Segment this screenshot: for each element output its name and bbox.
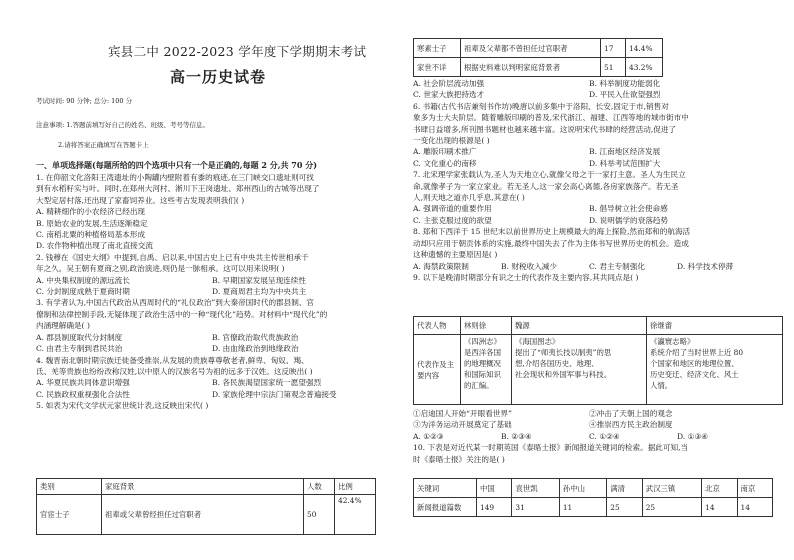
q5-option-d: D. 平民入仕欲望强烈 (589, 90, 661, 100)
cell-line: 的地理概况 (464, 359, 501, 368)
q4-option-b: B. 各民族渴望国家统一愿望强烈 (212, 378, 322, 388)
q4-option-d: D. 家族伦理中宗法门第观念普遍接受 (212, 389, 337, 399)
cell-line: 和国际知识 (464, 370, 501, 379)
q9-statement-3: ③为洋务运动开展奠定了基础 (413, 420, 512, 430)
table-cell: 新闻报道篇数 (414, 498, 477, 517)
table-cell: 祖辈或父辈曾经担任过官职者 (102, 495, 304, 535)
q4-line: 4. 魏晋南北朝时期宗族迁徙备受推崇,从发展的贵族尊尊敬老者,鲜卑、匈奴、羯、 (36, 355, 309, 365)
table-cell: 25 (607, 498, 642, 517)
right-questions-top (413, 78, 783, 283)
q6-option-c: C. 文化重心的南移 (413, 158, 477, 168)
cell-line: 《海国图志》 (515, 337, 560, 346)
table-header: 魏源 (512, 317, 647, 335)
q8-line: 8. 郑和下西洋于 15 世纪末以前世界历史上规模最大的海上探险,然而郑和的航海活 (413, 227, 691, 237)
table-row-label: 代表作及主要内容 (414, 335, 461, 405)
q2-option-a: A. 中央集权制度的源远流长 (36, 275, 130, 285)
q8-option-d: D. 科学技术停滞 (677, 261, 734, 271)
exam-info: 考试时间: 90 分钟; 总分: 100 分 (36, 97, 133, 105)
table-cell: 14.4% (626, 39, 663, 58)
notice-2: 2.请将答案正确填写在答题卡上 (58, 141, 149, 149)
q5-option-c: C. 世家大族把持选才 (413, 90, 485, 100)
q6-option-b: B. 江南地区经济发展 (589, 147, 661, 157)
q7-option-d: D. 说明儒学的衰落趋势 (589, 215, 668, 225)
q3-option-c: C. 由君主专制到君民共治 (36, 344, 123, 354)
q2-option-d: D. 夏商周君主均为中央共主 (212, 287, 307, 297)
q9-statement-4: ④推崇西方民主政治制度 (589, 420, 673, 430)
q8-option-b: B. 财税收入减少 (501, 261, 557, 271)
q1-option-d: D. 农作物种植出现了南北直接交流 (36, 241, 153, 251)
cell-line: 想,介绍各国历史、地理、 (515, 359, 599, 368)
cell-line: 《四洲志》 (464, 337, 501, 346)
q7-option-b: B. 倡导树立社会使命感 (589, 204, 668, 214)
notice-1: 注意事项: 1.答题前填写好自己的姓名、班级、考号等信息。 (36, 121, 209, 129)
q10-table (413, 478, 773, 517)
q8-line: 这种遗憾的主要原因是( ) (413, 250, 498, 260)
table-header: 类别 (37, 479, 102, 495)
question-1 (36, 172, 386, 412)
q9-option-c: C. ①②④ (589, 431, 620, 441)
q7-line: 7. 北宋理学家张载认为,圣人为天地立心,就像父母之于一家打主意。圣人为生民立 (413, 170, 686, 180)
paper-title: 高一历史试卷 (170, 68, 267, 86)
cell-line: 社会现状和外国军事与科技。 (515, 370, 612, 379)
q1-option-c: C. 南稻北粟的种植格局基本形成 (36, 230, 146, 240)
right-questions-bottom (413, 408, 783, 465)
q4-option-c: C. 民族政权重视强化合法性 (36, 389, 130, 399)
q8-option-a: A. 海禁政策限制 (413, 261, 469, 271)
table-cell (512, 335, 647, 405)
table-cell: 14 (737, 498, 772, 517)
table-header: 满清 (607, 479, 642, 498)
table-cell: 家世不详 (414, 58, 461, 77)
q3-line: 内涵理解确是( ) (36, 321, 90, 331)
table-header: 武汉三镇 (642, 479, 701, 498)
q1-line: 到有水稻籽实与叶。同时,在郑州大河村、淅川下王岗遗址、郑州西山的古城等出现了 (36, 184, 320, 194)
q9-option-d: D. ①③④ (677, 431, 709, 441)
q2-option-c: C. 分封制度成熟于夏商时期 (36, 287, 130, 297)
q6-line: 象多为士大夫阶层。随着雕版印刷的普及,宋代浙江、福建、江西等地的城市街市中 (413, 113, 689, 123)
q8-option-c: C. 君主专制强化 (589, 261, 645, 271)
table-cell: 根据史料难以判明家庭背景者 (461, 58, 601, 77)
q7-line: 人,则天地之道亦几乎息,其意在( ) (413, 193, 525, 203)
school-title: 宾县二中 2022-2023 学年度下学期期末考试 (108, 44, 367, 59)
table-cell: 祖辈及父辈都不曾担任过官职者 (461, 39, 601, 58)
table-cell: 官宦士子 (37, 495, 102, 535)
cell-line: 个国家和地区的地理位置、 (650, 359, 739, 368)
table-cell: 51 (601, 58, 626, 77)
q6-option-d: D. 科举考试范围扩大 (589, 158, 661, 168)
table-header: 比例 (335, 479, 376, 495)
q8-line: 动却只应用于朝贡体系的实施,最终中国失去了作为主体书写世界历史的机会。造成 (413, 238, 689, 248)
cell-line: 是西洋各国 (464, 348, 501, 357)
table-header: 林则徐 (461, 317, 512, 335)
q5-line: 5. 如表为宋代文学状元家世统计表,这反映出宋代( ) (36, 401, 209, 411)
table-header: 家庭背景 (102, 479, 304, 495)
q5-option-b: B. 科举制度功能弱化 (589, 79, 661, 88)
table-cell: 42.4% (335, 495, 376, 535)
cell-line: 的汇编。 (464, 381, 494, 390)
q7-option-a: A. 强调帝道的重要作用 (413, 204, 492, 214)
q9-statement-2: ②冲击了天朝上国的观念 (589, 409, 673, 418)
q6-line: 一变化出现的根源是( ) (413, 136, 490, 146)
q4-option-a: A. 华夏民族共同体意识增强 (36, 378, 130, 388)
table-header: 南京 (737, 479, 772, 498)
q7-option-c: C. 主张克服过度的欲望 (413, 215, 492, 225)
table-cell: 43.2% (626, 58, 663, 77)
q9-line: 9. 以下是晚清时期部分有识之士的代表作及主要内容,其共同点是( ) (413, 272, 639, 282)
q6-line: 6. 书籍(古代书店兼刻书作坊)晚唐以前多集中于洛阳、长安,固定于市,销售对 (413, 101, 669, 111)
q9-option-b: B. ②③④ (501, 431, 532, 441)
q5-table (36, 478, 376, 535)
table-cell: 50 (304, 495, 335, 535)
table-header: 袁世凯 (512, 479, 559, 498)
q1-line: 大型定居村落,还出现了家畜饲养业。这些考古发现表明我们( ) (36, 195, 245, 205)
table-header: 关键词 (414, 479, 477, 498)
table-cell: 14 (702, 498, 737, 517)
table-cell: 25 (642, 498, 701, 517)
table-cell: 149 (477, 498, 512, 517)
q6-option-a: A. 雕版印刷术推广 (413, 147, 477, 157)
q1-option-a: A. 精耕细作的小农经济已经出现 (36, 207, 146, 217)
q3-line: 3. 有学者认为,中国古代政治从西周时代的“礼仪政治”到大秦帝国时代的郡县制、官 (36, 298, 315, 308)
q6-line: 书肆日益增多,所刊图书题材也越来越丰富。这说明宋代书肆的经营活动,促进了 (413, 124, 677, 134)
q9-table (413, 316, 783, 405)
q10-line: 时《泰晤士报》关注的是( ) (413, 454, 505, 464)
q3-option-a: A. 郡县制度取代分封制度 (36, 332, 123, 342)
cell-line: 提出了“师夷长技以制夷”的思 (515, 348, 612, 357)
q3-line: 僚制和法律控制手段,无疑体现了政治生活中的一种“现代化”趋势。对材料中“现代化”的 (36, 309, 328, 319)
table-header: 北京 (702, 479, 737, 498)
table-header: 中国 (477, 479, 512, 498)
table-header: 人数 (304, 479, 335, 495)
table-header: 代表人物 (414, 317, 461, 335)
q2-line: 年之久。吴王朝有夏商之别,政治演进,则仍是一脉相承。这可以用来说明( ) (36, 264, 285, 274)
cell-line: 人情。 (650, 381, 673, 390)
table-cell: 寒素士子 (414, 39, 461, 58)
section-heading: 一、单项选择题(每题所给的四个选项中只有一个是正确的,每题 2 分,共 70 分) (36, 160, 317, 170)
q7-line: 命,就像孝子为一家立家业。若无圣人,这一家会高心离德,各房家族落产。若无圣 (413, 181, 679, 191)
q9-statement-1: ①启迪国人开始“开眼看世界” (413, 409, 512, 418)
table-cell: 31 (512, 498, 559, 517)
q10-line: 10. 下表是对近代某一时期英国《泰晤士报》新闻报道关键词的检索。据此可知,当 (413, 443, 689, 453)
cell-line: 系统介绍了当时世界上近 80 (650, 348, 744, 357)
q3-option-b: B. 官僚政治取代贵族政治 (212, 332, 299, 342)
table-cell: 17 (601, 39, 626, 58)
q3-option-d: D. 由血缘政治到地缘政治 (212, 344, 299, 354)
q2-option-b: B. 早期国家发展呈现连续性 (212, 275, 306, 285)
q2-line: 2. 钱穆在《国史大纲》中提到,自禹、启以来,中国古史上已有中央共主传世相承千 (36, 252, 309, 262)
table-cell (461, 335, 512, 405)
q5-table-continued (413, 38, 663, 77)
table-header: 孙中山 (559, 479, 606, 498)
table-cell (647, 335, 783, 405)
cell-line: 历史变迁、经济文化、风土 (650, 370, 739, 379)
q1-line: 1. 在仰韶文化洛阳王湾遗址的小陶罐内壁附着有黍的痕迹,在三门峡交口遗址则可找 (36, 173, 314, 182)
q4-line: 氐、羌等贵族也纷纷改称汉姓,以中原人的汉族名号为祖的远多于汉姓。这反映出( ) (36, 366, 313, 376)
table-header: 徐继畬 (647, 317, 783, 335)
q1-option-b: B. 原始农业的发展,生活逐渐稳定 (36, 218, 148, 228)
q5-option-a: A. 社会阶层流动加强 (413, 79, 485, 88)
q9-option-a: A. ①②③ (413, 431, 444, 441)
table-cell: 11 (559, 498, 606, 517)
cell-line: 《瀛寰志略》 (650, 337, 695, 346)
